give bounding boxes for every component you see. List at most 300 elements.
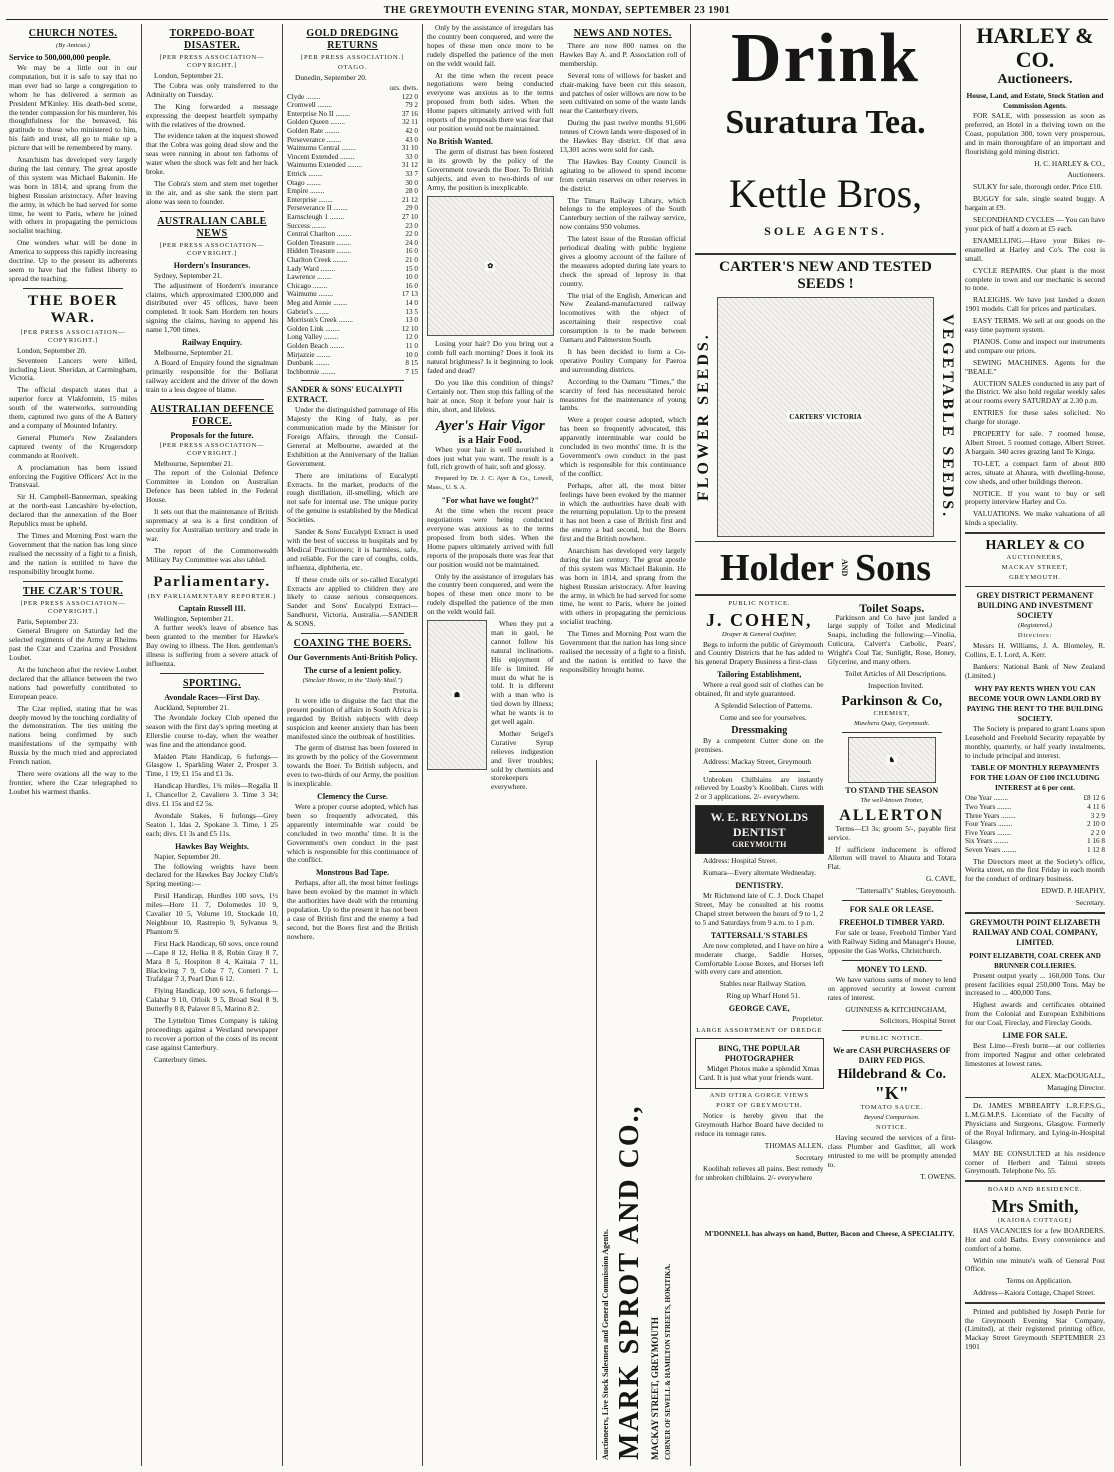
railway-company-paragraph: Highest awards and certificates obtained from the Colonial and European Exhibitions for our Coal, Fireclay, and Fireclay Goods. bbox=[965, 1000, 1105, 1028]
boer-war-paragraph: Sir H. Campbell-Bannerman, speaking at the north-east Lancashire by-election, declared that the annexation of the Boer Republics must be upheld. bbox=[9, 492, 137, 529]
money-name: GUINNESS & KITCHINGHAM, bbox=[845, 1004, 947, 1014]
harley-listing: AUCTION SALES conducted in any part of the District. We also hold regular weekly sales at our rooms every SATURDAY at 2.30 p.m. bbox=[965, 378, 1105, 406]
harley-name: H. C. HARLEY & CO., bbox=[1034, 158, 1105, 168]
gold-dredging-row bbox=[287, 110, 418, 119]
gold-dredging-row-label: Earnscleugh 1 ........ bbox=[287, 213, 345, 222]
news-paragraph: The Timaru Railway Library, which belongs to the employees of the South Canterbury section of the railway service, now contains 950 volumes. bbox=[559, 195, 686, 232]
harley-footer-name: HARLEY & CO bbox=[985, 537, 1085, 553]
harley-title: HARLEY & CO. bbox=[976, 24, 1094, 72]
reynolds-dentist-ad bbox=[695, 805, 824, 854]
railway-enquiry-dateline: Melbourne, September 21. bbox=[154, 348, 233, 358]
harley-listing: PROPERTY for sale. 7 roomed house, Albert Street. 5 roomed cottage, Albert Street. A bargain. 340 acres grazing land Te Kinga. bbox=[965, 429, 1105, 456]
church-notes-byline: (By Amicus.) bbox=[56, 42, 90, 49]
repayment-row-label: Five Years ........ bbox=[965, 828, 1012, 837]
gold-dredging-row-value: 10 0 bbox=[405, 273, 418, 282]
sander-paragraph: There are imitations of Eucalypti Extracts. In the market, products of the rough distillation, ill-smelling, which are not safe for internal use. The unique purity of the genuine is established by the Medical Societies. bbox=[287, 470, 418, 525]
defence-dateline: Melbourne, September 21. bbox=[154, 458, 233, 468]
avondale-races-paragraph: Maiden Plate Handicap, 6 furlongs—Glasgow 1, Sparkling Water 2, Prosper 3. Time, 1 19; £1 15s and £1 3s. bbox=[146, 751, 278, 779]
gold-dredging-row-value: 31 10 bbox=[401, 144, 418, 153]
parliamentary-dateline: Wellington, September 21. bbox=[154, 613, 234, 623]
gold-dredging-row bbox=[287, 144, 418, 153]
tattersall-name: GEORGE CAVE, bbox=[728, 1004, 790, 1014]
railway-company-paragraph: Present output yearly ... 160,000 Tons. Our present facilities equal 250,000 Tons. May be increased to ... 400,000 Tons. bbox=[965, 970, 1105, 998]
gold-dredging-row-value: 24 0 bbox=[405, 238, 418, 247]
repayment-row-value: 4 11 6 bbox=[1087, 803, 1105, 811]
news-paragraph: It has been decided to form a Co-operative Poultry Company for Paeroa and surrounding districts. bbox=[559, 347, 686, 374]
gold-dredging-row-label: Long Valley ........ bbox=[287, 333, 339, 342]
news-paragraph: The latest issue of the Russian official periodical dealing with public hygiene gives a gloomy account of the failure of the measures adopted during late years to check the spread of leprosy in that country. bbox=[559, 234, 686, 288]
parliamentary-subheading: Captain Russell III. bbox=[178, 603, 246, 613]
column-rule bbox=[690, 24, 691, 1466]
tattersall-paragraph: Are now completed, and I have on hire a moderate charge, Saddle Horses, Comfortable Loose Boxes, and Horses left with every care and attention. bbox=[695, 940, 824, 977]
news-paragraph: Several tons of willows for basket and chair-making have been cut this season, and patches of osier willows are now to be seen cultivated on some of the waste lands near the Canterbury rivers. bbox=[559, 70, 686, 116]
public-notice-heading: PUBLIC NOTICE. bbox=[860, 1035, 923, 1043]
avondale-races-paragraph: Avondale Stakes, 6 furlongs—Grey Seaton 1, Idas 2, Spokane 3. Time, 1 25 each; divs. £1 3s and £5 11s. bbox=[146, 810, 278, 838]
gold-dredging-row-value: 32 11 bbox=[402, 118, 418, 127]
bankers: Bankers: National Bank of New Zealand (Limited.) bbox=[965, 661, 1105, 680]
secretary-role: Secretary. bbox=[1075, 898, 1105, 908]
harley-subtitle: Auctioneers. bbox=[997, 72, 1073, 87]
gold-dredging-row bbox=[287, 308, 418, 317]
lime-paragraph: Best Lime—Fresh burnt—at our collieries from imported Nagpur and other celebrated limestones at lowest rates. bbox=[965, 1041, 1105, 1068]
news-paragraph: The Times and Morning Post warn the Government that the nation has long since realised the necessity of a fight to a finish, and the nation is entitled to have the responsibility brought home. bbox=[559, 629, 686, 674]
bing-photo-paragraph: Midget Photos make a splendid Xmas Card. It is just what your friends want. bbox=[699, 1064, 820, 1082]
column-rule bbox=[960, 24, 961, 1466]
hair-vigor-paragraph: Losing your hair? Do you bring out a comb full each morning? Does it look its natural brightness? Is it beginning to look faded and dead? bbox=[427, 339, 554, 376]
gold-dredging-row-label: Hidden Treasure ........ bbox=[287, 247, 351, 256]
column-5 bbox=[692, 24, 959, 1466]
building-society-heading: GREY DISTRICT PERMANENT BUILDING AND INVESTMENT SOCIETY bbox=[976, 591, 1094, 621]
cohen-name: J. COHEN, bbox=[705, 609, 813, 630]
gold-dredging-row bbox=[287, 101, 418, 110]
hawkes-bay-weights-paragraph: First Hack Handicap, 60 sovs, once round—Cape 8 12, Helka 8 8, Robin Gray 8 7, Mara 8 5, Hospiton 8 4, Kaitaia 7 11, Blackwing 7 9, Coba 7 7, Conteri 7 1, Trafalgar 7 3, Pearl Dun 6 12. bbox=[146, 938, 278, 984]
gold-dredging-row-label: Empire ........ bbox=[287, 187, 325, 196]
czar-tour-paragraph: General Brugere on Saturday led the selected regiments of the Army at Rheims past the Czar and Czarina and President Loubet. bbox=[9, 626, 137, 663]
board-terms: Terms on Application. bbox=[1006, 1276, 1072, 1286]
gold-dredging-row-label: Mirjazzie ........ bbox=[287, 350, 331, 359]
gold-dredging-row bbox=[287, 204, 418, 213]
red-tape-paragraph: Perhaps, after all, the most bitter feelings have been evoked by the manner in which the authorities have dealt with the returning population. Up to the present it has not been a case of British first and the enemy a bad second, but the Boers first and the British nowhere. bbox=[287, 878, 418, 941]
ads-left-stack bbox=[695, 600, 824, 1230]
gold-dredging-row-label: Waimumu Central ........ bbox=[287, 144, 356, 153]
torpedo-paragraph: The Cobra was only transferred to the Admiralty on Tuesday. bbox=[146, 80, 278, 99]
avondale-races-dateline: Auckland, September 21. bbox=[154, 702, 230, 712]
gold-dredging-row-label: Lady Ward ........ bbox=[287, 264, 335, 273]
sole-agents-label: SOLE AGENTS. bbox=[764, 224, 887, 238]
mark-sprot-ad bbox=[596, 760, 688, 1460]
gold-dredging-row bbox=[287, 368, 418, 377]
pigs-heading: We are CASH PURCHASERS OF DAIRY FED PIGS. bbox=[832, 1046, 951, 1066]
avondale-races-paragraph: The Avondale Jockey Club opened the season with the first day's spring meeting at Ellerslie course to-day, when the weather was fine and the attendance good. bbox=[146, 712, 278, 749]
directors-label: Directors: bbox=[1017, 632, 1053, 640]
gold-dredging-row-label: Golden Rate ........ bbox=[287, 127, 340, 136]
gold-dredging-row bbox=[287, 153, 418, 162]
avondale-races-heading: Avondale Races—First Day. bbox=[164, 692, 260, 702]
gold-dredging-row-label: Perseverance ........ bbox=[287, 135, 342, 144]
doctor-paragraph: Dr. JAMES M'BREARTY L.R.F.P.S.G., L.M.G.M.P.S. Licentiate of the Faculty of Physicians and Surgeons, Glasgow. Formerly of the Royal Infirmary, and Lying-in-Hospital Glasgow. bbox=[965, 1101, 1105, 1146]
harley-listing: SECONDHAND CYCLES — You can have your pick of half a dozen at £5 each. bbox=[965, 215, 1105, 233]
harley-listing: SEWING MACHINES. Agents for the "BEALE." bbox=[965, 357, 1105, 376]
rent-paragraph: The Society is prepared to grant Loans upon Leasehold and Freehold Security repayable by monthly, quarterly, or half yearly instalments, to include principal and interest. bbox=[965, 723, 1105, 760]
allerton-name: ALLERTON bbox=[839, 806, 945, 824]
gold-dredging-row-value: 16 0 bbox=[405, 247, 418, 256]
repayments-heading: TABLE OF MONTHLY REPAYMENTS FOR THE LOAN OF £100 INCLUDING INTEREST at 6 per cent. bbox=[970, 763, 1100, 793]
cohen-paragraph: Begs to inform the public of Greymouth and Country Districts that he has added to his general Drapery Business a first-class bbox=[695, 639, 824, 667]
fought-paragraph: Only by the assistance of irregulars has the country been conquered, and were the hopes of these men once more to be rudely dispelled the patience of the men on the veldt would fail. bbox=[427, 571, 554, 617]
czar-tour-source: [PER PRESS ASSOCIATION—COPYRIGHT.] bbox=[20, 599, 126, 615]
cohen-paragraph: By a competent Cutter done on the premises. bbox=[695, 735, 824, 754]
lease-paragraph: For sale or lease, Freehold Timber Yard with Railway Siding and Manager's House, opposite the Gas Works, Christchurch. bbox=[827, 928, 956, 955]
defence-source: [PER PRESS ASSOCIATION—COPYRIGHT.] bbox=[159, 441, 265, 457]
gold-dredging-row bbox=[287, 161, 418, 170]
harley-listing: EASY TERMS. We sell at our goods on the easy time payment system. bbox=[965, 316, 1105, 335]
fought-heading: "For what have we fought?" bbox=[441, 496, 540, 506]
church-notes-heading: CHURCH NOTES. bbox=[28, 28, 118, 39]
czar-tour-paragraph: The Czar replied, stating that he was deeply moved by the touching cordiality of the demonstration. The ties uniting the nations being confirmed by such manifestations of the sympathy with Russia by the much tried and appreciated French nation. bbox=[9, 703, 137, 767]
news-paragraph: At the time when the recent peace negotiations were being conducted everyone was anxious as to the terms proposed from both sides. When the Home papers ultimately arrived with full reports of the proposals there was fear that our position would not be maintained. bbox=[427, 70, 554, 133]
gold-dredging-row-value: 7 15 bbox=[405, 367, 418, 376]
boer-war-paragraph: The official despatch states that a superior force at Vlakfontein, 15 miles south of the waterworks, surrounding them, captured two guns of the A Battery and a company of Mounted Infantry. bbox=[9, 385, 137, 430]
carters-seeds-ad: CARTER'S NEW AND TESTED SEEDS ! bbox=[719, 258, 932, 292]
tattersall-paragraph: Stables near Railway Station. bbox=[719, 979, 807, 989]
gold-dredging-row-label: Golden Beach ........ bbox=[287, 341, 345, 350]
news-paragraph: Anarchism has developed very largely during the last century. The great apostle of this system was Michael Bakunin. He was born in 1814, and sprang from the highest Russian aristocracy. After leaving the army, in which he had served for some time, he went to Paris, where he joined with others in propagating the pernicious socialist teaching. bbox=[559, 546, 686, 627]
gold-dredging-row bbox=[287, 239, 418, 248]
harley-listing: NOTICE. If you want to buy or sell property interview Harley and Co. bbox=[965, 488, 1105, 507]
cohen-notice-label: PUBLIC NOTICE. bbox=[728, 599, 791, 607]
torpedo-paragraph: The evidence taken at the inquest showed that the Cobra was going dead slow and the seas were running in about ten fathoms of water when the shock was felt and her back broke. bbox=[146, 131, 278, 177]
harley-description: House, Land, and Estate, Stock Station and Commission Agents. bbox=[966, 91, 1104, 110]
hair-vigor-image-label: ✿ bbox=[487, 262, 494, 271]
gold-dredging-row bbox=[287, 136, 418, 145]
gold-dredging-source: [PER PRESS ASSOCIATION.] bbox=[301, 54, 404, 61]
clemency-paragraph: Were a proper course adopted, which has been so frequently advocated, this apparently interminable war could be concluded in two months' time. It is the Government's own conduct in the past which is responsible for this continuance of the conflict. bbox=[287, 802, 418, 865]
tattersall-role: Proprietor. bbox=[792, 1014, 824, 1024]
chilblain-paragraph: Unbroken Chilblains are instantly relieved by Loasby's Koolibah. Cures with 2 or 3 applications. 2/- everywhere. bbox=[695, 774, 824, 802]
gold-dredging-row bbox=[287, 359, 418, 368]
gold-dredging-dateline: Dunedin, September 20. bbox=[295, 73, 367, 82]
coaxing-boers-paragraph: It were idle to disguise the fact that the present position of affairs in South Africa is regarded by British subjects with deep suspicion and keener anxiety than has been manifested since the outbreak of hostilities. bbox=[287, 695, 418, 741]
news-column-left bbox=[427, 24, 554, 1466]
gold-dredging-row-value: 8 15 bbox=[405, 359, 418, 368]
allerton-owner: G. CAVE, bbox=[925, 874, 956, 884]
hair-vigor-maker: Prepared by Dr. J. C. Ayer & Co., Lowell, Mass., U. S. A. bbox=[427, 475, 554, 492]
news-paragraph: Only by the assistance of irregulars has the country been conquered, and were the hopes of these men once more to be rudely dispelled the patience of the men on the veldt would fail. bbox=[427, 24, 554, 68]
gold-dredging-row bbox=[287, 316, 418, 325]
boer-war-source: [PER PRESS ASSOCIATION—COPYRIGHT.] bbox=[20, 328, 126, 344]
news-paragraph: The trial of the English, American and New Zealand-manufactured railway locomotives with the object of ascertaining their respective coal consumption is to be made between Oamaru and Palmerston South. bbox=[559, 290, 686, 345]
harbour-paragraph: Notice is hereby given that the Greymouth Harbor Board have decided to reduce its tonnage rates. bbox=[695, 1110, 824, 1138]
lime-director-role: Managing Director. bbox=[1047, 1082, 1105, 1092]
gold-dredging-row-value: 11 0 bbox=[405, 341, 418, 350]
church-notes-subheading: Service to 500,000,000 people. bbox=[9, 53, 111, 62]
harley-listing: RALEIGHS. We have just landed a dozen 1901 models. Call for prices and particulars. bbox=[965, 295, 1105, 314]
gold-dredging-row bbox=[287, 342, 418, 351]
gold-dredging-row-value: 10 0 bbox=[405, 350, 418, 359]
holder-name: Holder bbox=[719, 547, 834, 589]
allerton-paragraph: Terms—£3 3s; groom 5/-, payable first service. bbox=[827, 823, 956, 842]
australian-cable-heading: AUSTRALIAN CABLE NEWS bbox=[157, 215, 267, 239]
harley-listing: CYCLE REPAIRS. Our plant is the most complete in town and our mechanic is second to none. bbox=[965, 265, 1105, 293]
torpedo-heading: TORPEDO-BOAT DISASTER. bbox=[169, 28, 255, 51]
dredge-heading: LARGE ASSORTMENT OF DREDGE bbox=[696, 1027, 823, 1035]
gold-dredging-row-value: 12 10 bbox=[401, 324, 418, 333]
money-address: Solicitors, Hospital Street bbox=[879, 1016, 956, 1026]
rent-footer: The Directors meet at the Society's office, Werita street, on the first Friday in each month for the conduct of ordinary business. bbox=[965, 856, 1105, 884]
money-heading: MONEY TO LEND. bbox=[856, 964, 927, 974]
fought-paragraph: At the time when the recent peace negotiations were being conducted everyone was anxious as to the terms proposed from both sides. When the Home papers ultimately arrived with full reports of the proposals there was fear that our position would not be maintained. bbox=[427, 506, 554, 569]
stand-subheading: The well-known Trotter, bbox=[860, 796, 924, 804]
column-6 bbox=[962, 24, 1108, 1466]
sander-heading: SANDER & SONS' EUCALYPTI EXTRACT. bbox=[287, 385, 403, 405]
gold-dredging-row bbox=[287, 222, 418, 231]
defence-paragraph: The report of the Colonial Defence Committee in London on Australian Defence has been tabled in the Federal House. bbox=[146, 468, 278, 505]
dentist-address: Address: Hospital Street. bbox=[703, 856, 778, 866]
red-tape-heading: Monstrous Bad Tape. bbox=[316, 868, 389, 878]
czar-tour-dateline: Paris, September 23. bbox=[17, 616, 79, 626]
gold-dredging-row bbox=[287, 256, 418, 265]
parliamentary-source: (BY PARLIAMENTARY REPORTER.) bbox=[147, 592, 277, 600]
gold-dredging-table bbox=[287, 93, 418, 377]
mark-sprot-address: MACKAY STREET, GREYMOUTH bbox=[650, 1317, 660, 1460]
parkinson-address: Mawhera Quay, Greymouth. bbox=[854, 719, 930, 727]
harbour-name: THOMAS ALLEN, bbox=[764, 1140, 824, 1150]
hildebrand-name: Hildebrand & Co. bbox=[837, 1067, 946, 1083]
column-3 bbox=[284, 24, 421, 1466]
holder-and: AND bbox=[839, 559, 849, 577]
gold-dredging-row-label: Ettrick ........ bbox=[287, 170, 323, 179]
torpedo-dateline: London, September 21. bbox=[154, 71, 224, 80]
australian-cable-source: [PER PRESS ASSOCIATION—COPYRIGHT.] bbox=[159, 241, 265, 257]
owens-name: T. OWENS. bbox=[920, 1171, 956, 1181]
koolibah-paragraph: Koolibah relieves all pains. Best remedy for unbroken chilblains. 2/- everywhere bbox=[695, 1164, 824, 1183]
boer-war-paragraph: General Plumer's New Zealanders captured twenty of the Krugersdorp commando at Rooivelt. bbox=[9, 432, 137, 460]
avondale-races-paragraph: Handicap Hurdles, 1¾ miles—Regalia II 1, Chancellor 2, Cavaliero 3. Time 3 34; divs. £1 15s and £2 5s. bbox=[146, 781, 278, 809]
news-paragraph: According to the Oamaru "Times," the scarcity of feed has necessitated heroic measures for the maintenance of young lambs. bbox=[559, 376, 686, 413]
boer-war-paragraph: A proclamation has been issued enforcing the Fugitive Officers' Act in the Transvaal. bbox=[9, 462, 137, 490]
torpedo-paragraph: The Cobra's stern and stem met together in the air, and as she sank the stern part alone was seen to founder. bbox=[146, 178, 278, 206]
gold-dredging-row bbox=[287, 351, 418, 360]
lease-heading: FOR SALE OR LEASE. bbox=[849, 905, 934, 915]
cohen-paragraph: Where a real good suit of clothes can be obtained, fit and style guaranteed. bbox=[695, 680, 824, 699]
lyttelton-paragraph: Canterbury times. bbox=[154, 1054, 207, 1064]
gold-dredging-row-label: Inchbonnie ........ bbox=[287, 367, 336, 376]
repayment-row-label: Seven Years ........ bbox=[965, 845, 1017, 854]
column-rule bbox=[141, 24, 142, 1466]
coaxing-boers-paragraph: The germ of distrust has been fostered in its growth by the policy of the Government towards the Boer. To British subjects, and even to two-thirds of our Army, the position is inexplicable. bbox=[287, 743, 418, 789]
gold-dredging-row-label: Enterprise No II ........ bbox=[287, 109, 350, 118]
money-paragraph: We have various sums of money to lend on approved security at lowest current rates of interest. bbox=[827, 974, 956, 1002]
gold-dredging-row-label: Clyde ........ bbox=[287, 92, 321, 101]
gold-dredging-row-label: Chicago ........ bbox=[287, 281, 328, 290]
board-paragraph: HAS VACANCIES for a few BOARDERS. Hot and cold Baths. Every convenience and comfort of a home. bbox=[965, 1225, 1105, 1253]
directors-list: Messrs H. Williams, J. A. Blomeley, R. Collins, E. I. Lord, A. Kerr. bbox=[965, 641, 1105, 660]
column-rule bbox=[422, 24, 423, 1466]
gold-dredging-row-label: Otago ........ bbox=[287, 178, 321, 187]
boer-war-dateline: London, September 20. bbox=[17, 345, 87, 355]
dentistry-paragraph: Mr Richmond late of C. J. Dock Chapel Street, May be consulted at his rooms Chapel street between the hours of 9 to 1, 2 to 5 and Saturdays from 9 a.m. to 1 p.m. bbox=[695, 891, 824, 927]
owens-paragraph: Having secured the services of a first-class Plumber and Gasfitter, all work entrusted to me will be promptly attended to. bbox=[827, 1133, 956, 1170]
defence-paragraph: The report of the Commonwealth Military Pay Committee was also tabled. bbox=[146, 545, 278, 564]
k-sauce-brand: "K" bbox=[874, 1083, 909, 1104]
news-paragraph: Perhaps, after all, the most bitter feelings have been evoked by the manner in which the authorities have dealt with the returning population. Up to the present it has not been a case of British first and the enemy a bad second, but the Boers first and the British nowhere. bbox=[559, 480, 686, 544]
board-paragraph: Within one minute's walk of General Post Office. bbox=[965, 1255, 1105, 1274]
printer-imprint: Printed and published by Joseph Petrie for the Greymouth Evening Star Company, (Limited), at their registered printing office, Mackay Street Greymouth SEPTEMBER 23 1901 bbox=[965, 1306, 1105, 1352]
repayment-row-value: £8 12 6 bbox=[1083, 794, 1105, 803]
stand-heading: TO STAND THE SEASON bbox=[845, 785, 939, 795]
timber-yard-heading: FREEHOLD TIMBER YARD. bbox=[839, 918, 945, 928]
gold-dredging-row-label: Central Charlton ........ bbox=[287, 230, 352, 239]
hair-vigor-paragraph: When your hair is well nourished it does just what you want. The result is a full, rich growth of hair, soft and glossy. bbox=[427, 444, 554, 472]
czar-tour-paragraph: At the luncheon after the review Loubet declared that the alliance between the two nations had powerfully contributed to European peace. bbox=[9, 665, 137, 701]
gold-dredging-heading: GOLD DREDGING RETURNS bbox=[306, 28, 399, 51]
seigel-paragraph: When they put a man in gaol, he cannot follow his natural inclinations. His enjoyment of life is limited. He must do what he is told. It is different with a man who is tied down by illness; what he wants is to get well again. bbox=[491, 619, 554, 727]
harley-footer-town: GREYMOUTH. bbox=[1009, 573, 1061, 581]
figure-illustration-label: ☗ bbox=[453, 691, 461, 700]
repayment-row-label: Two Years ........ bbox=[965, 803, 1012, 811]
board-address: Address—Kaiora Cottage, Chapel Street. bbox=[973, 1288, 1096, 1298]
sons-name: Sons bbox=[854, 547, 932, 589]
dentistry-heading: DENTISTRY. bbox=[735, 881, 784, 891]
gold-dredging-row bbox=[287, 196, 418, 205]
bing-photo-ad bbox=[695, 1038, 824, 1089]
lime-director: ALEX. MacDOUGALL, bbox=[1030, 1070, 1105, 1080]
repayment-row bbox=[965, 794, 1105, 803]
doctor-paragraph: MAY BE CONSULTED at his residence corner of Herbert and Tainui streets Greymouth. Telephone No. 55. bbox=[965, 1148, 1105, 1176]
lyttelton-paragraph: The Lyttelton Times Company is taking proceedings against a Westland newspaper to recover a portion of the costs of its recent case against Canterbury. bbox=[146, 1016, 278, 1052]
gold-dredging-row-value: 79 2 bbox=[405, 101, 418, 110]
church-paragraph: Anarchism has developed very largely during the last century. The great apostle of this system was Michael Bakunin. He was born in 1814, and sprang from the highest Russian aristocracy. After leaving the army, in which he had served for some time, he went to Paris, where he joined with others in propagating the pernicious socialist teaching. bbox=[9, 155, 137, 236]
gold-dredging-row-value: 42 0 bbox=[405, 127, 418, 136]
coaxing-boers-subheading: Our Governments Anti-British Policy. bbox=[287, 653, 418, 663]
gold-dredging-row bbox=[287, 127, 418, 136]
torpedo-paragraph: The King forwarded a message expressing the deepest heartfelt sympathy with the relatives of the drowned. bbox=[146, 101, 278, 129]
toilet-soaps-paragraph: Parkinson and Co have just landed a large supply of Toilet and Medicinal Soaps, including the following:—Vinolia, Cuticura, Calvert's Carbolic, Pears', Wright's Coal Tar, Sunlight, Rose, Honey, Glycerine, and many others. bbox=[827, 612, 956, 667]
tomato-sauce-label: TOMATO SAUCE. bbox=[860, 1104, 924, 1112]
harley-listing: VALUATIONS. We make valuations of all kinds a speciality. bbox=[965, 509, 1105, 528]
church-paragraph: We may be a little out in our computation, but it is safe to say that no man ever had so large a congregation to whom he has delivered a sermon as President M'Kinley. His death-bed scene, the tender compassion for his murderer, his thoughtfulness for the bereaved, his gratitude to those who ministered to him, his faith and trust, all go to make up a picture that will be remembered by many. bbox=[9, 63, 137, 153]
gold-dredging-row-value: 23 0 bbox=[405, 221, 418, 230]
gold-dredging-row-value: 28 0 bbox=[405, 187, 418, 196]
clemency-heading: Clemency the Curse. bbox=[317, 792, 388, 802]
boer-war-heading: THE BOER WAR. bbox=[28, 292, 118, 326]
gold-dredging-row bbox=[287, 230, 418, 239]
hair-vigor-illustration bbox=[427, 196, 554, 336]
vegetable-seeds-label: VEGETABLE SEEDS. bbox=[939, 313, 956, 520]
owens-notice-heading: NOTICE. bbox=[876, 1124, 908, 1132]
gold-dredging-row-label: Dunbank ........ bbox=[287, 359, 330, 368]
gold-dredging-row bbox=[287, 247, 418, 256]
harley-footer-role: AUCTIONEERS, bbox=[1006, 553, 1064, 561]
gold-dredging-row-value: 29 0 bbox=[405, 204, 418, 213]
otira-heading: AND OTIRA GORGE VIEWS bbox=[709, 1091, 809, 1099]
cohen-tailoring: Tailoring Establishment, bbox=[717, 670, 802, 680]
tomato-sauce-tagline: Beyond Comparison. bbox=[863, 1114, 920, 1122]
gold-dredging-region: OTAGO. bbox=[338, 64, 367, 71]
mrs-smith-name: Mrs Smith, bbox=[991, 1195, 1079, 1216]
cohen-dressmaking: Dressmaking bbox=[731, 724, 788, 736]
gold-dredging-row bbox=[287, 118, 418, 127]
gold-dredging-row-label: Meg and Annie ........ bbox=[287, 298, 348, 307]
gold-dredging-row bbox=[287, 333, 418, 342]
mark-sprot-subline: Auctioneers, Live Stock Salesmen and General Commission Agents. bbox=[601, 1229, 610, 1460]
parkinson-role: CHEMIST, bbox=[873, 709, 910, 717]
parliamentary-heading: Parliamentary. bbox=[153, 573, 271, 590]
gold-dredging-row-label: Waimumu Extended ........ bbox=[287, 161, 362, 170]
bing-photo-heading: BING, THE POPULAR PHOTOGRAPHER bbox=[718, 1044, 801, 1064]
harley-role: Auctioneers. bbox=[1067, 170, 1105, 180]
figure-illustration bbox=[427, 620, 487, 770]
gold-dredging-row bbox=[287, 179, 418, 188]
harley-listing: TO-LET, a compact farm of about 800 acres, situate at Ahaura, with dwelling-house, cow sheds, and other buildings thereon. bbox=[965, 458, 1105, 486]
coaxing-boers-heading: COAXING THE BOERS. bbox=[293, 638, 412, 650]
gold-dredging-row-label: Vincent Extended ........ bbox=[287, 152, 355, 161]
gold-dredging-row bbox=[287, 299, 418, 308]
mdonnell-ad: M'DONNELL has always on hand, Butter, Bacon and Cheese, A SPECIALITY. bbox=[704, 1228, 955, 1238]
boer-war-paragraph: The Times and Morning Post warn the Government that the nation has long since realised the necessity of a fight to a finish, and the nation is entitled to have the responsibility brought home. bbox=[9, 530, 137, 576]
gold-dredging-row-value: 31 12 bbox=[401, 161, 418, 170]
mark-sprot-address-2: CORNER OF SEWELL & HAMILTON STREETS, HOKITIKA. bbox=[664, 1263, 672, 1460]
gold-dredging-row bbox=[287, 282, 418, 291]
cohen-trade: Draper & General Outfitter, bbox=[721, 630, 797, 638]
toilet-soaps-paragraph: Toilet Articles of All Descriptions. bbox=[844, 668, 947, 678]
hawkes-bay-weights-paragraph: Flying Handicap, 100 sovs, 6 furlongs—Calabar 9 10, Orloik 9 5, Broad Seal 8 9, Butterfly 8 8, Palaver 8 5, Marino 8 2. bbox=[146, 986, 278, 1014]
carters-victoria-illustration bbox=[717, 297, 934, 537]
board-heading: BOARD AND RESIDENCE. bbox=[987, 1185, 1083, 1193]
rent-heading: WHY PAY RENTS WHEN YOU CAN BECOME YOUR OWN LANDLORD BY PAYING THE RENT TO THE BUILDING SOCIETY. bbox=[966, 683, 1104, 723]
defence-subheading: Proposals for the future. bbox=[170, 430, 254, 440]
british-wanted-heading: No British Wanted. bbox=[427, 136, 493, 146]
news-paragraph: The Hawkes Bay County Council is agitating to be allowed to spend income from certain reserves on other reserves in the district. bbox=[559, 156, 686, 193]
column-rule bbox=[282, 24, 283, 1466]
gold-dredging-row bbox=[287, 265, 418, 274]
hawkes-bay-weights-paragraph: Pirsil Handicap, Hurdles 100 sovs, 1½ miles—Hore 11 7, Dolomedes 10 9, Cavalier 10 5, Volume 10, Stockade 10, Neighbour 10, Rastrepio 9, Sylvanus 9, Phantom 9. bbox=[146, 891, 278, 936]
repayment-row-label: Three Years ........ bbox=[965, 811, 1016, 820]
gold-dredging-row-value: 21 0 bbox=[405, 255, 418, 264]
gold-dredging-row-value: 43 0 bbox=[405, 135, 418, 144]
secretary-name: EDWD. P. HEAPHY, bbox=[1041, 886, 1105, 896]
parliamentary-paragraph: A further week's leave of absence has been granted to the member for Hawke's Bay owing to illness. The Hon. gentleman's illness is suffering from a severe attack of influenza. bbox=[146, 623, 278, 669]
lime-heading: LIME FOR SALE. bbox=[1002, 1031, 1068, 1041]
gold-dredging-row-value: 16 0 bbox=[405, 281, 418, 290]
railway-enquiry-paragraph: A Board of Enquiry found the signalman primarily responsible for the Bollarat railway accident and the driver of the down train to a less degree of blame. bbox=[146, 357, 278, 394]
cohen-paragraph: Come and see for yourselves. bbox=[719, 712, 807, 722]
church-paragraph: One wonders what will be done in America to suppress this rapidly increasing doctrine. Up to the present its adherents seem to have had the fullest liberty to spread the teaching. bbox=[9, 238, 137, 283]
harbour-role: Secretary bbox=[795, 1152, 824, 1162]
reynolds-dentist-name: W. E. REYNOLDS DENTIST bbox=[710, 810, 809, 840]
carters-victoria-caption: CARTERS' VICTORIA bbox=[789, 412, 862, 421]
coaxing-boers-byline: (Sinclair Howie, in the "Daily Mail.") bbox=[302, 677, 403, 685]
torpedo-source: [PER PRESS ASSOCIATION—COPYRIGHT.] bbox=[159, 54, 265, 69]
repayment-row-label: Six Years ........ bbox=[965, 837, 1009, 846]
cohen-address: Address: Mackay Street, Greymouth bbox=[703, 756, 812, 766]
gold-dredging-row-label: Waimumu ........ bbox=[287, 290, 333, 299]
building-society-registered: (Registered.) bbox=[1018, 622, 1052, 630]
sander-paragraph: Under the distinguished patronage of His Majesty the King of Italy, as per communication made by the Minister for Foreign Affairs, through the Consul-General at Melbourne, awarded at the Exhibition at the Anniversary of the Italian Government. bbox=[287, 405, 418, 468]
toilet-soaps-heading: Toilet Soaps. bbox=[859, 600, 925, 615]
repayments-table bbox=[965, 794, 1105, 854]
gold-dredging-row-value: 27 10 bbox=[401, 213, 418, 222]
repayment-row-value: 3 2 9 bbox=[1090, 811, 1105, 820]
gold-dredging-row-label: Golden Link ........ bbox=[287, 324, 340, 333]
horse-illustration-label: ♞ bbox=[888, 755, 895, 764]
gold-dredging-unit: ozs. dwts. bbox=[389, 83, 418, 92]
railway-enquiry-heading: Railway Enquiry. bbox=[181, 338, 242, 348]
gold-dredging-row-value: 17 13 bbox=[401, 290, 418, 299]
gold-dredging-row-value: 37 16 bbox=[401, 109, 418, 118]
gold-dredging-row bbox=[287, 325, 418, 334]
tattersall-heading: TATTERSALL'S STABLES bbox=[710, 930, 808, 940]
